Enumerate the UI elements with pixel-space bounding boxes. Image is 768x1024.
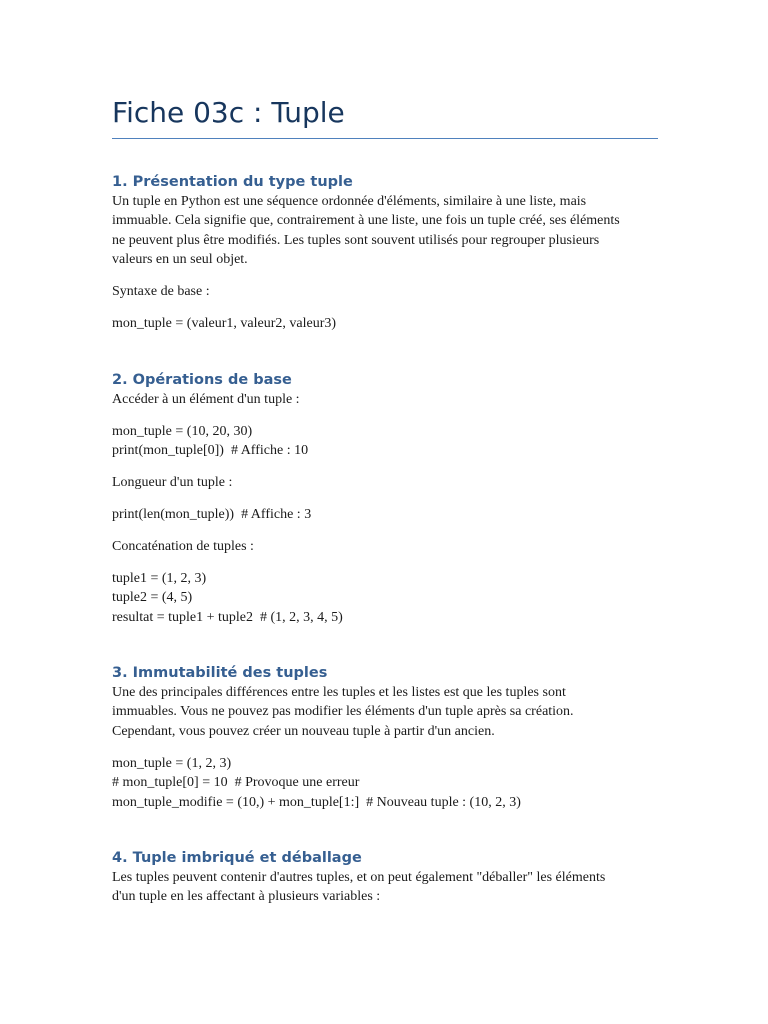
document-title: Fiche 03c : Tuple (112, 96, 345, 129)
paragraph-line: Un tuple en Python est une séquence ordonnée d'éléments, similaire à une liste, mais (112, 194, 587, 209)
section-heading: 2. Opérations de base (112, 372, 292, 388)
code-line: mon_tuple = (1, 2, 3) (112, 755, 232, 771)
code-line: resultat = tuple1 + tuple2 # (1, 2, 3, 4, 5) (112, 609, 343, 625)
paragraph (112, 868, 658, 907)
length-label: Longueur d'un tuple : (112, 475, 233, 491)
paragraph-line: immuable. Cela signifie que, contrairement à une liste, une fois un tuple créé, ses éléments (112, 213, 620, 229)
section-heading: 1. Présentation du type tuple (112, 174, 353, 190)
concat-label: Concaténation de tuples : (112, 539, 254, 555)
syntax-label: Syntaxe de base : (112, 284, 210, 300)
paragraph-line: valeurs en un seul objet. (112, 252, 248, 268)
paragraph-line: immuables. Vous ne pouvez pas modifier les éléments d'un tuple après sa création. (112, 704, 574, 720)
paragraph (112, 192, 658, 270)
code-line: print(len(mon_tuple)) # Affiche : 3 (112, 507, 312, 523)
code-line: mon_tuple = (valeur1, valeur2, valeur3) (112, 316, 337, 332)
code-line: tuple2 = (4, 5) (112, 590, 193, 606)
paragraph-line: Cependant, vous pouvez créer un nouveau tuple à partir d'un ancien. (112, 723, 495, 739)
code-line: mon_tuple_modifie = (10,) + mon_tuple[1:] # Nouveau tuple : (10, 2, 3) (112, 794, 521, 810)
code-line: print(mon_tuple[0]) # Affiche : 10 (112, 443, 309, 459)
code-line: # mon_tuple[0] = 10 # Provoque une erreur (112, 775, 360, 791)
title-underline-rule (112, 138, 658, 139)
section-immutability (112, 663, 658, 812)
paragraph-line: d'un tuple en les affectant à plusieurs variables : (112, 889, 381, 905)
code-line: mon_tuple = (10, 20, 30) (112, 423, 253, 439)
code-line: tuple1 = (1, 2, 3) (112, 570, 207, 586)
section-heading: 4. Tuple imbriqué et déballage (112, 850, 362, 866)
section-nested-unpacking (112, 848, 658, 907)
paragraph-line: Les tuples peuvent contenir d'autres tuples, et on peut également "déballer" les éléments (112, 870, 606, 885)
paragraph (112, 683, 658, 741)
access-label: Accéder à un élément d'un tuple : (112, 392, 300, 407)
paragraph-line: ne peuvent plus être modifiés. Les tuples sont souvent utilisés pour regrouper plusieurs (112, 232, 600, 248)
section-presentation (112, 172, 658, 333)
section-operations (112, 370, 658, 627)
section-heading: 3. Immutabilité des tuples (112, 665, 328, 681)
paragraph-line: Une des principales différences entre les tuples et les listes est que les tuples sont (112, 685, 566, 700)
